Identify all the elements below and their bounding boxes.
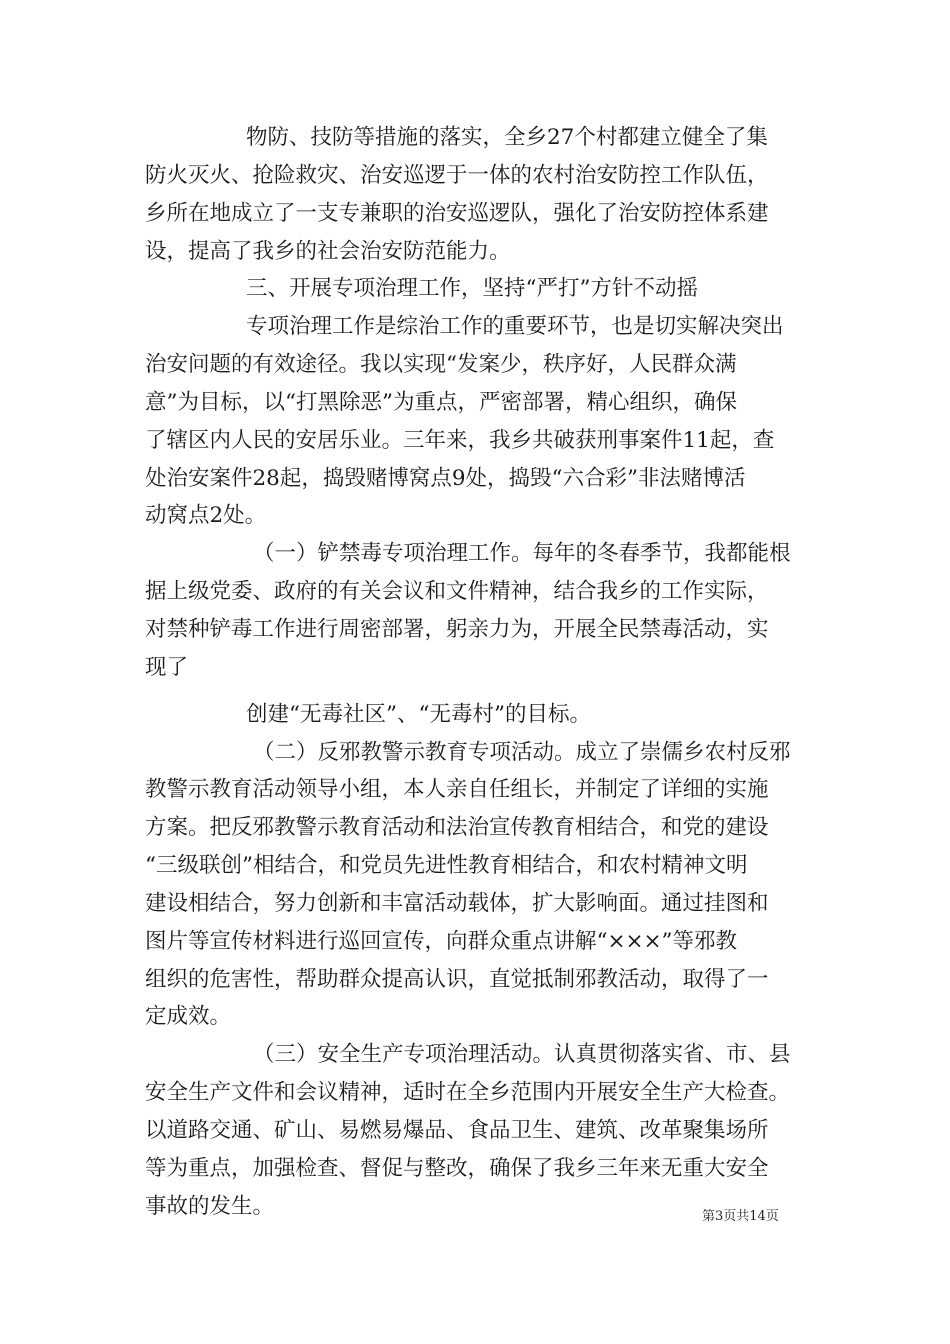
- text-line: 据上级党委、政府的有关会议和文件精神，结合我乡的工作实际，: [145, 579, 769, 605]
- text-line: 教警示教育活动领导小组，本人亲自任组长，并制定了详细的实施: [145, 777, 769, 803]
- document-body: [145, 119, 815, 1225]
- text-line: 意”为目标，以“打黑除恶”为重点，严密部署，精心组织，确保: [145, 389, 737, 415]
- text-line: 处治安案件28起，捣毁赌博窝点9处，捣毁“六合彩”非法赌博活: [145, 465, 746, 491]
- text-line: 对禁种铲毒工作进行周密部署，躬亲力为，开展全民禁毒活动，实: [145, 616, 769, 642]
- text-line: 专项治理工作是综治工作的重要环节，也是切实解决突出: [246, 314, 784, 340]
- text-line: 现了: [145, 654, 189, 680]
- text-line: “三级联创”相结合，和党员先进性教育相结合，和农村精神文明: [145, 853, 748, 879]
- text-line: 乡所在地成立了一支专兼职的治安巡逻队，强化了治安防控体系建: [145, 200, 769, 226]
- text-line: 物防、技防等措施的落实，全乡27个村都建立健全了集: [246, 125, 768, 150]
- text-line: 组织的危害性，帮助群众提高认识，直觉抵制邪教活动，取得了一: [145, 966, 769, 992]
- page-number: 第3页共14页: [702, 1209, 779, 1224]
- text-line: 安全生产文件和会议精神，适时在全乡范围内开展安全生产大检查。: [145, 1080, 791, 1106]
- section-heading: 三、开展专项治理工作，坚持“严打”方针不动摇: [246, 276, 698, 302]
- text-line: 图片等宣传材料进行巡回宣传，向群众重点讲解“×××”等邪教: [145, 928, 738, 954]
- text-line: 等为重点，加强检查、督促与整改，确保了我乡三年来无重大安全: [145, 1155, 769, 1181]
- text-line: 创建“无毒社区”、“无毒村”的目标。: [246, 701, 591, 727]
- text-line: 定成效。: [145, 1004, 232, 1030]
- text-line: （三）安全生产专项治理活动。认真贯彻落实省、市、县: [253, 1042, 791, 1068]
- text-line: 事故的发生。: [145, 1193, 275, 1219]
- text-line: 以道路交通、矿山、易燃易爆品、食品卫生、建筑、改革聚集场所: [145, 1117, 769, 1143]
- text-line: 设，提高了我乡的社会治安防范能力。: [145, 238, 511, 264]
- text-line: 建设相结合，努力创新和丰富活动载体，扩大影响面。通过挂图和: [145, 890, 769, 916]
- text-line: （二）反邪教警示教育专项活动。成立了崇儒乡农村反邪: [253, 739, 791, 765]
- text-line: 治安问题的有效途径。我以实现“发案少，秩序好，人民群众满: [145, 352, 737, 378]
- text-line: 了辖区内人民的安居乐业。三年来，我乡共破获刑事案件11起，查: [145, 427, 775, 453]
- text-line: 防火灭火、抢险救灾、治安巡逻于一体的农村治安防控工作队伍，: [145, 162, 769, 188]
- text-line: （一）铲禁毒专项治理工作。每年的冬春季节，我都能根: [253, 541, 791, 567]
- text-line: 动窝点2处。: [145, 503, 267, 529]
- text-line: 方案。把反邪教警示教育活动和法治宣传教育相结合，和党的建设: [145, 815, 769, 841]
